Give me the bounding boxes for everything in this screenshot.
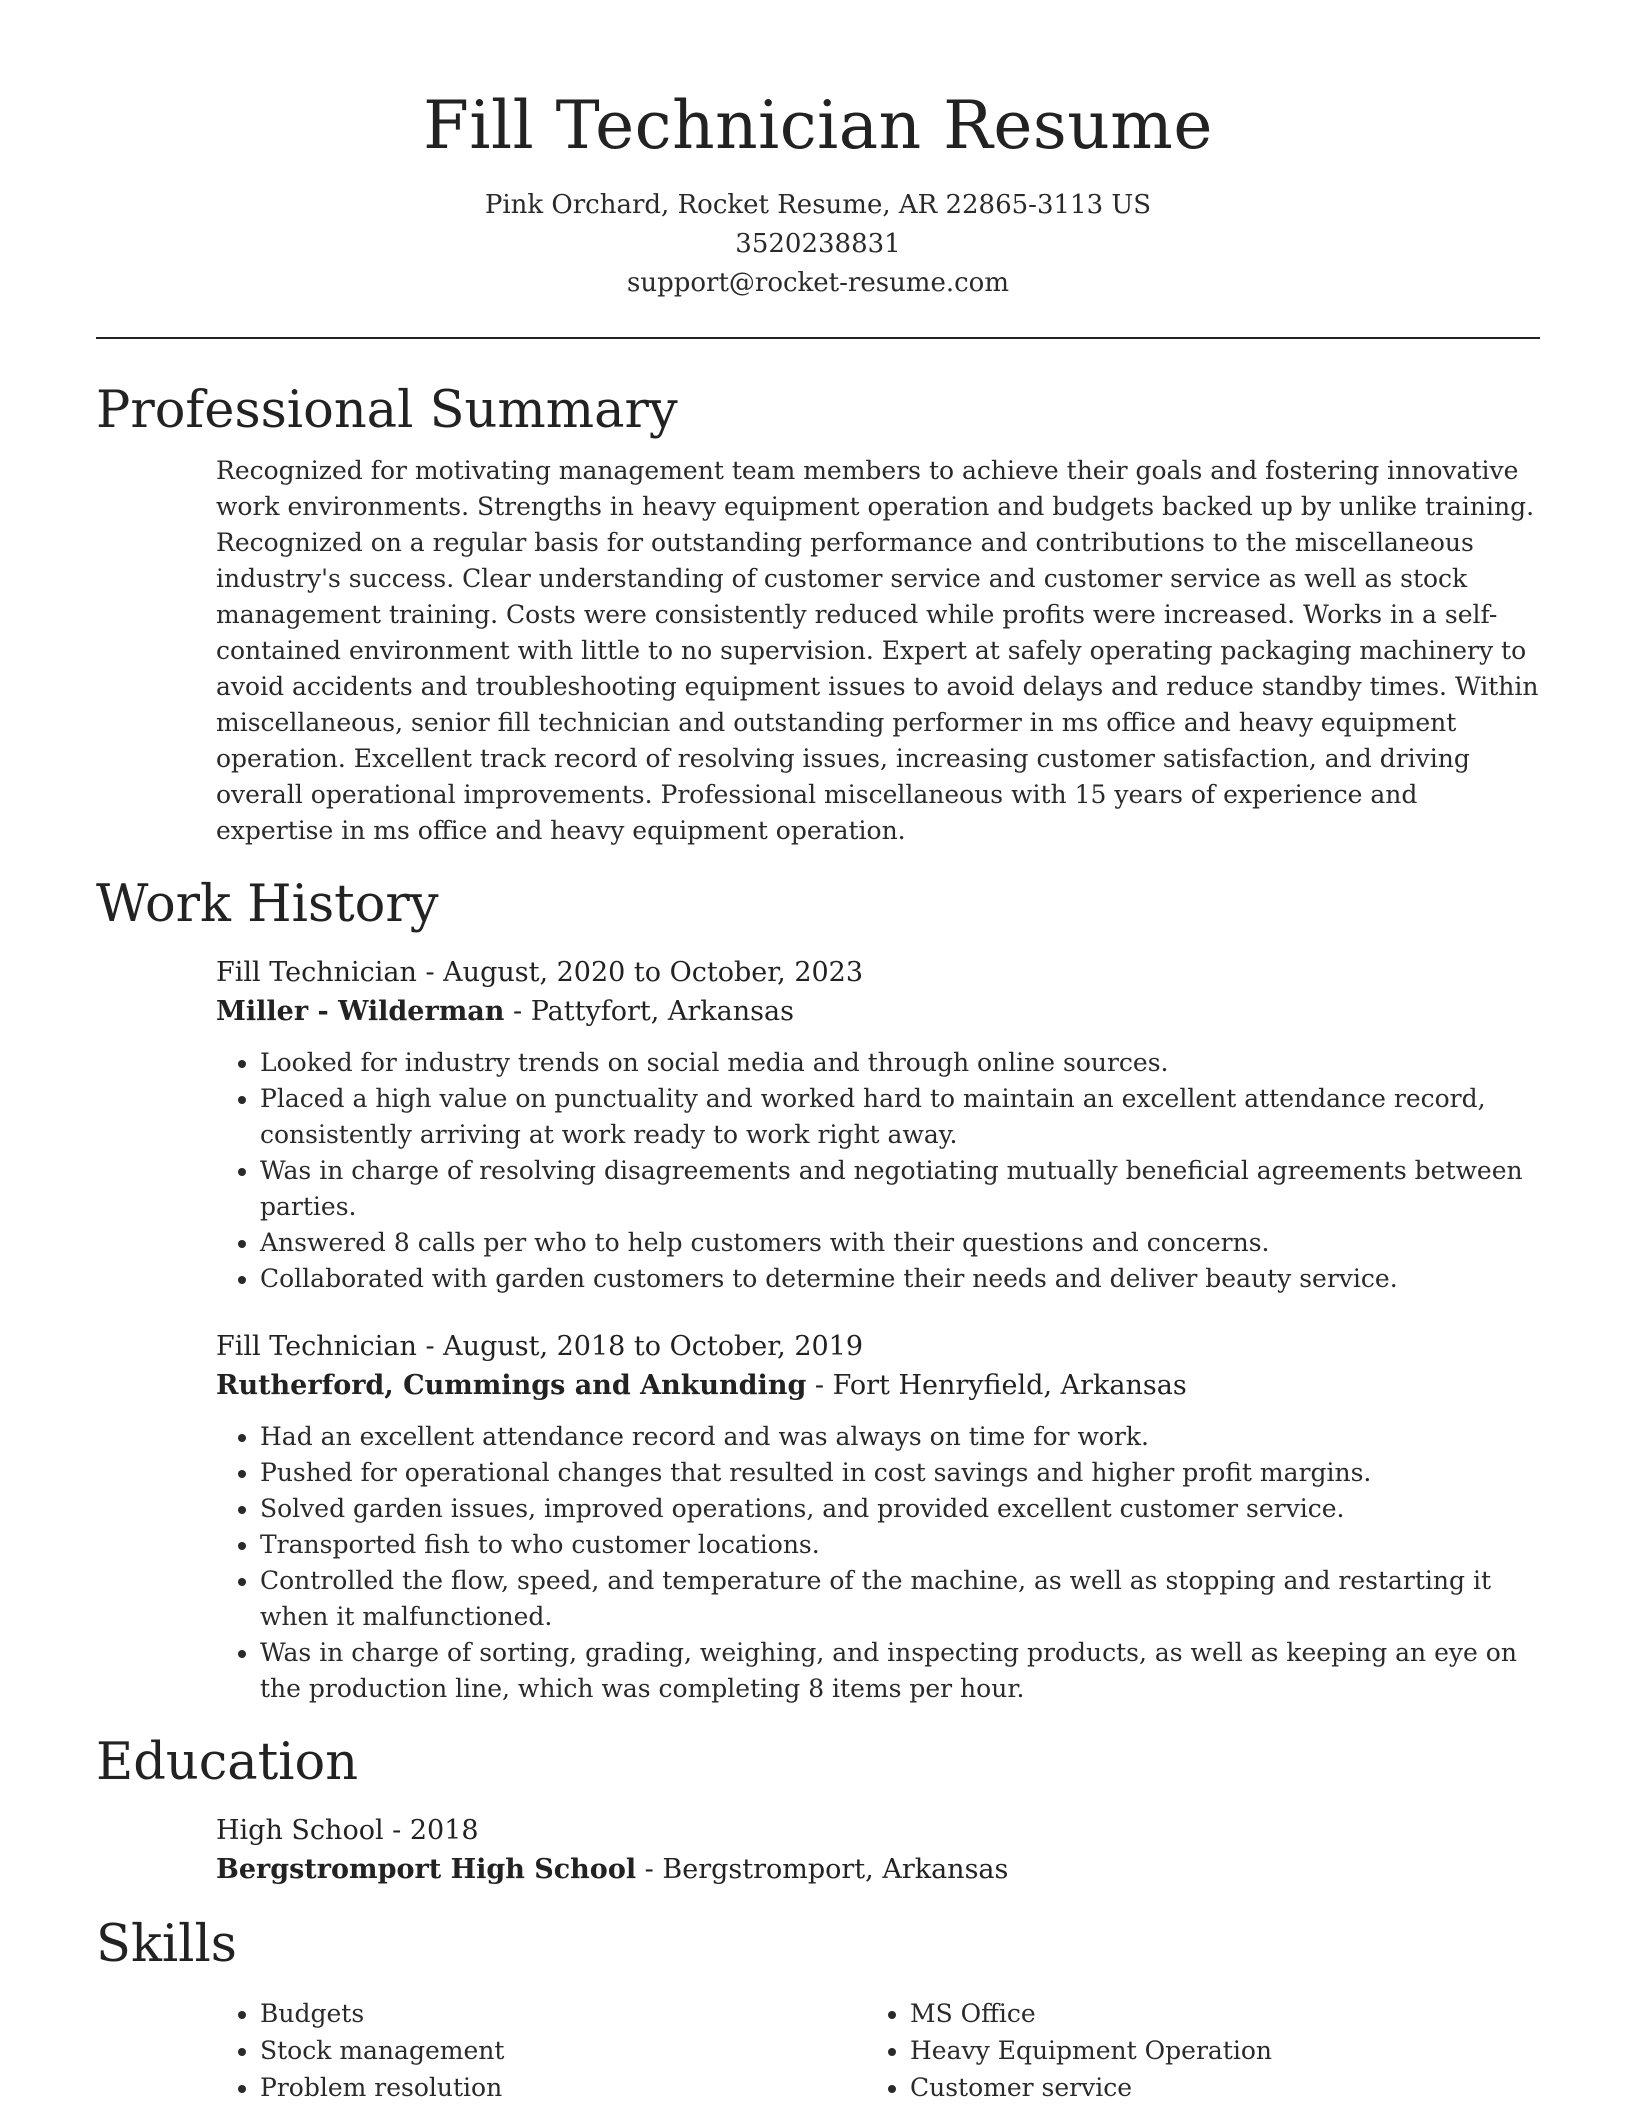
list-item: • Problem resolution (260, 2069, 866, 2106)
work-history-heading: Work History (96, 875, 439, 934)
list-item: • Budgets (260, 1995, 866, 2032)
job-bullets (216, 1045, 1540, 1297)
contact-email: support@rocket-resume.com (626, 268, 1009, 298)
skills-grid (216, 1995, 1540, 2106)
list-item: • Solved garden issues, improved operations, and provided excellent customer service. (260, 1491, 1540, 1527)
skills-list-right (866, 1995, 1516, 2106)
header-divider (96, 337, 1540, 339)
list-item: • Had an excellent attendance record and was always on time for work. (260, 1419, 1540, 1455)
skills-list-left (216, 1995, 866, 2106)
list-item: • Stock management (260, 2032, 866, 2069)
summary-section (96, 377, 1540, 849)
list-item: • Answered 8 calls per who to help customers with their questions and concerns. (260, 1225, 1540, 1261)
work-history-section (96, 871, 1540, 1707)
job-employer-line (216, 992, 1540, 1031)
school-location: - Bergstromport, Arkansas (636, 1854, 1009, 1885)
skills-section (96, 1911, 1540, 2106)
education-section (96, 1729, 1540, 1889)
education-heading: Education (96, 1733, 359, 1792)
employer-name: Rutherford, Cummings and Ankunding (216, 1370, 807, 1401)
contact-address: Pink Orchard, Rocket Resume, AR 22865-3113 US (484, 190, 1152, 220)
summary-text: Recognized for motivating management team members to achieve their goals and fostering innovative work environments. Strengths in heavy equipment operation and budgets backed up by unlike training. Recognized on a regular basis for outstanding performance and contributions to the miscellaneous industry's success. Clear understanding of customer service and customer service as well as stock management training. Costs were consistently reduced while profits were increased. Works in a self-contained environment with little to no supervision. Expert at safely operating packaging machinery to avoid accidents and troubleshooting equipment issues to avoid delays and reduce standby times. Within miscellaneous, senior fill technician and outstanding performer in ms office and heavy equipment operation. Excellent track record of resolving issues, increasing customer satisfaction, and driving overall operational improvements. Professional miscellaneous with 15 years of experience and expertise in ms office and heavy equipment operation. (216, 456, 1539, 845)
job-employer-line (216, 1366, 1540, 1405)
education-school-line (216, 1850, 1540, 1889)
job-title-line: Fill Technician - August, 2018 to October, 2019 (216, 1331, 864, 1362)
resume-page (96, 80, 1540, 2106)
employer-location: - Fort Henryfield, Arkansas (806, 1370, 1187, 1401)
job-entry (216, 953, 1540, 1297)
education-degree-line: High School - 2018 (216, 1815, 479, 1846)
education-entry (216, 1811, 1540, 1889)
list-item: • Was in charge of resolving disagreements and negotiating mutually beneficial agreements between parties. (260, 1153, 1540, 1225)
list-item: • Controlled the flow, speed, and temperature of the machine, as well as stopping and restarting it when it malfunctioned. (260, 1563, 1540, 1635)
list-item: • Placed a high value on punctuality and worked hard to maintain an excellent attendance record, consistently arriving at work ready to work right away. (260, 1081, 1540, 1153)
list-item: • Transported fish to who customer locations. (260, 1527, 1540, 1563)
employer-location: - Pattyfort, Arkansas (504, 996, 794, 1027)
summary-heading: Professional Summary (96, 381, 678, 440)
resume-title: Fill Technician Resume (423, 87, 1213, 164)
skills-heading: Skills (96, 1915, 237, 1974)
list-item: • Heavy Equipment Operation (910, 2032, 1516, 2069)
job-entry (216, 1327, 1540, 1707)
skills-column-left (216, 1995, 866, 2106)
job-bullets (216, 1419, 1540, 1707)
contact-phone: 3520238831 (735, 229, 901, 259)
job-title-line: Fill Technician - August, 2020 to October, 2023 (216, 957, 864, 988)
employer-name: Miller - Wilderman (216, 996, 505, 1027)
list-item: • Pushed for operational changes that resulted in cost savings and higher profit margins. (260, 1455, 1540, 1491)
list-item: • MS Office (910, 1995, 1516, 2032)
school-name: Bergstromport High School (216, 1854, 637, 1885)
list-item: • Was in charge of sorting, grading, weighing, and inspecting products, as well as keeping an eye on the production line, which was completing 8 items per hour. (260, 1635, 1540, 1707)
list-item: • Looked for industry trends on social media and through online sources. (260, 1045, 1540, 1081)
list-item: • Collaborated with garden customers to determine their needs and deliver beauty service. (260, 1261, 1540, 1297)
list-item: • Customer service (910, 2069, 1516, 2106)
skills-column-right (866, 1995, 1516, 2106)
contact-block (96, 186, 1540, 303)
